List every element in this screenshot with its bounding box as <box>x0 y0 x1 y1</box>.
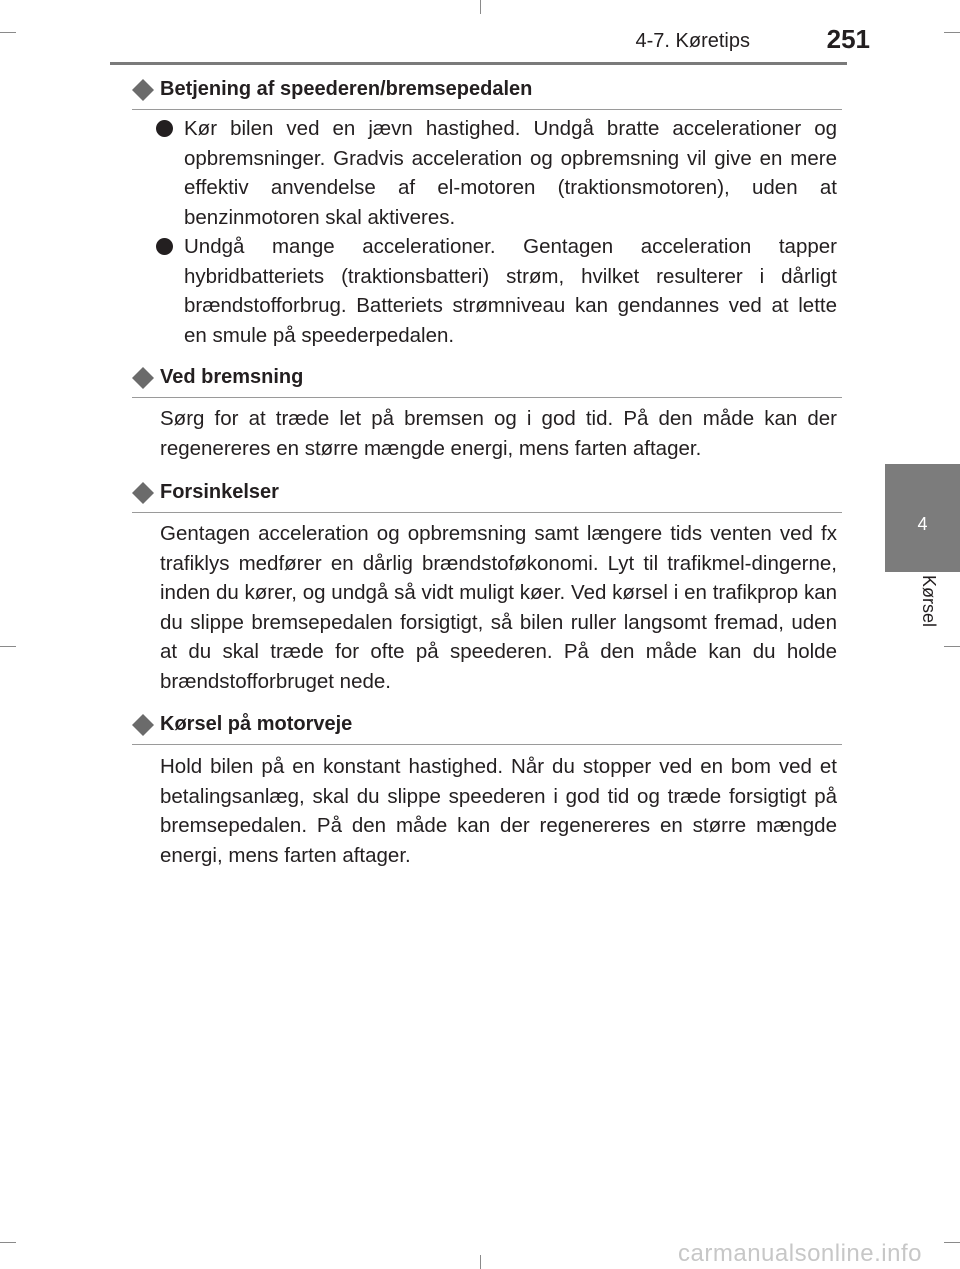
section-heading-text: Kørsel på motorveje <box>160 713 353 735</box>
crop-mark <box>0 32 16 33</box>
bullet-icon <box>156 120 173 137</box>
crop-mark <box>944 32 960 33</box>
crop-mark <box>0 646 16 647</box>
diamond-icon <box>132 714 154 736</box>
section-heading-text: Forsinkelser <box>160 481 279 503</box>
heading-rule <box>132 744 842 745</box>
page-number: 251 <box>826 24 870 54</box>
crop-mark <box>480 1255 481 1269</box>
crop-mark <box>0 1242 16 1243</box>
heading-rule <box>132 397 842 398</box>
chapter-number: 4 <box>917 514 928 534</box>
list-item-text: Kør bilen ved en jævn hastighed. Undgå bratte accelerationer og opbremsninger. Gradvis acceleration og opbremsning vil give en mere effektiv anvendelse af el-motoren (traktionsmotoren), uden at benzinmotoren skal aktiveres. <box>184 117 837 229</box>
list-item-text: Undgå mange accelerationer. Gentagen acceleration tapper hybridbatteriets (traktionsbatteri) strøm, hvilket resulterer i dårligt brændstofforbrug. Batteriets strømniveau kan gendannes ved at lette en smule på speederpedalen. <box>184 235 837 347</box>
crop-mark <box>480 0 481 14</box>
bullet-icon <box>156 238 173 255</box>
diamond-icon <box>132 79 154 101</box>
watermark: carmanualsonline.info <box>678 1240 922 1267</box>
diamond-icon <box>132 482 154 504</box>
section-body: Sørg for at træde let på bremsen og i god tid. På den måde kan der regenereres en større mængde energi, mens farten aftager. <box>160 407 837 460</box>
diamond-icon <box>132 367 154 389</box>
section-body: Hold bilen på en konstant hastighed. Når du stopper ved en bom ved et betalingsanlæg, skal du slippe speederen i god tid og træde forsigtigt på bremsepedalen. På den måde kan der regenereres en større mængde energi, mens farten aftager. <box>160 755 837 867</box>
section-body: Gentagen acceleration og opbremsning samt længere tids venten ved fx trafiklys medfører en dårlig brændstoføkonomi. Lyt til trafikmel-dingerne, inden du kører, og undgå så vidt muligt køer. Ved kørsel i en trafikprop kan du slippe bremsepedalen forsigtigt, så bilen ruller langsomt fremad, uden at du skal træde for ofte på speederen. På den måde kan du holde brændstofforbruget nede. <box>160 522 837 693</box>
section-heading-text: Betjening af speederen/bremsepedalen <box>160 78 533 100</box>
crop-mark <box>944 1242 960 1243</box>
chapter-title: Kørsel <box>919 575 939 628</box>
heading-rule <box>132 109 842 110</box>
heading-rule <box>132 512 842 513</box>
section-heading-text: Ved bremsning <box>160 366 304 388</box>
crop-mark <box>944 646 960 647</box>
header-rule <box>110 62 847 65</box>
section-label: 4-7. Køretips <box>635 30 750 52</box>
